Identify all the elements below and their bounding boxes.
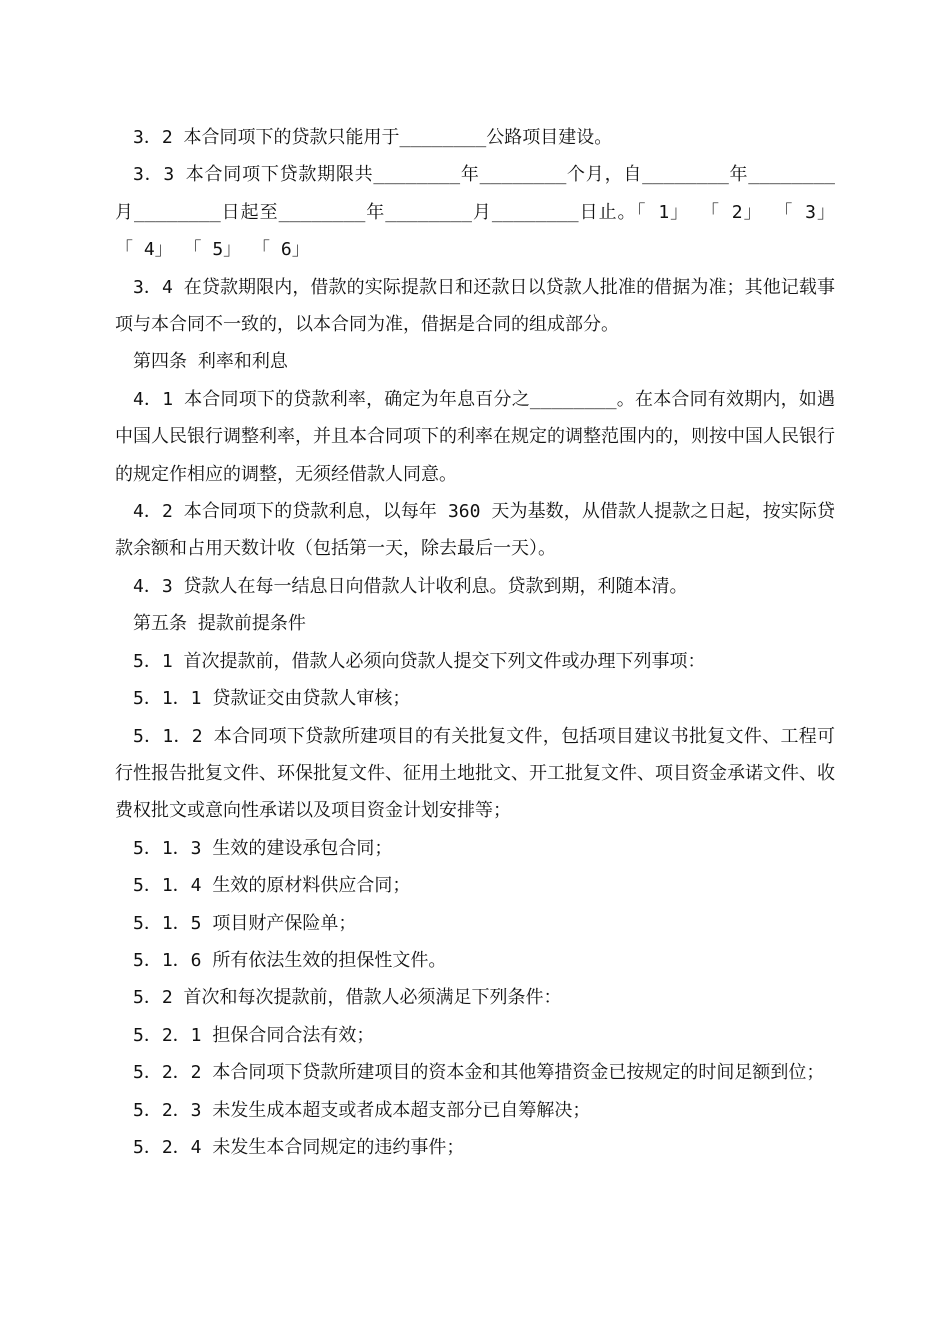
clause-5-2-1: 5．2．1 担保合同合法有效；	[133, 1024, 375, 1046]
clause-5-1-1: 5．1．1 贷款证交由贷款人审核；	[133, 688, 411, 710]
clause-5-1-4: 5．1．4 生效的原材料供应合同；	[133, 875, 411, 897]
article-4-heading: 第四条 利率和利息	[133, 351, 288, 373]
clause-5-1-6: 5．1．6 所有依法生效的担保性文件。	[133, 949, 447, 971]
clause-4-2: 4．2 本合同项下的贷款利息，以每年 360 天为基数，从借款人提款之日起，按实际贷款余额和占用天数计收（包括第一天，除去最后一天）。	[115, 501, 835, 560]
clause-5-2-4: 5．2．4 未发生本合同规定的违约事件；	[133, 1136, 465, 1158]
clause-5-2-3: 5．2．3 未发生成本超支或者成本超支部分已自筹解决；	[133, 1099, 591, 1121]
clause-5-1-5: 5．1．5 项目财产保险单；	[133, 912, 357, 934]
clause-3-2: 3．2 本合同项下的贷款只能用于________公路项目建设。	[133, 127, 613, 148]
clause-5-2-2: 5．2．2 本合同项下贷款所建项目的资本金和其他筹措资金已按规定的时间足额到位；	[133, 1062, 825, 1084]
clause-3-3: 3．3 本合同项下贷款期限共________年________个月，自________年________月________日起至________年________月________日止。「 1」 「 2」 「 3」 「 4」 「 5」 「 6」	[115, 164, 835, 261]
clause-4-3: 4．3 贷款人在每一结息日向借款人计收利息。贷款到期，利随本清。	[133, 575, 688, 597]
clause-5-1-3: 5．1．3 生效的建设承包合同；	[133, 837, 393, 859]
clause-3-4: 3．4 在贷款期限内，借款的实际提款日和还款日以贷款人批准的借据为准；其他记载事项与本合同不一致的，以本合同为准，借据是合同的组成部分。	[115, 276, 835, 336]
contract-text	[115, 119, 835, 1166]
article-5-heading: 第五条 提款前提条件	[133, 613, 306, 635]
clause-5-1-2: 5．1．2 本合同项下贷款所建项目的有关批复文件，包括项目建议书批复文件、工程可行性报告批复文件、环保批复文件、征用土地批文、开工批复文件、项目资金承诺文件、收费权批文或意向性承诺以及项目资金计划安排等；	[115, 725, 836, 822]
clause-4-1: 4．1 本合同项下的贷款利率，确定为年息百分之________。在本合同有效期内，如遇中国人民银行调整利率，并且本合同项下的利率在规定的调整范围内的，则按中国人民银行的规定作相应的调整，无须经借款人同意。	[115, 388, 835, 485]
clause-5-1: 5．1 首次提款前，借款人必须向贷款人提交下列文件或办理下列事项：	[133, 650, 706, 672]
clause-5-2: 5．2 首次和每次提款前，借款人必须满足下列条件：	[133, 987, 562, 1009]
